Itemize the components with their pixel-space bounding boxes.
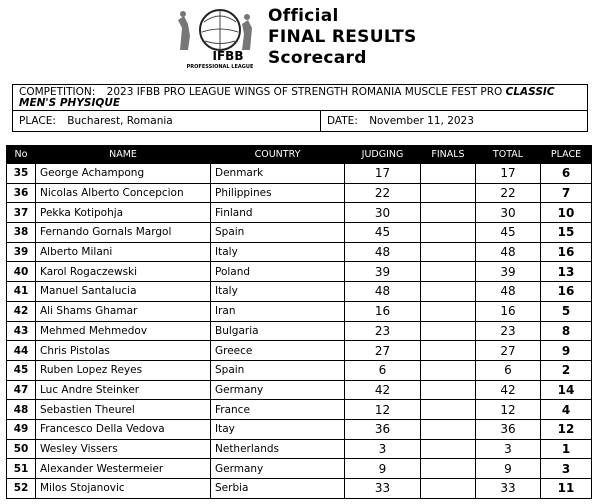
table-row (7, 164, 592, 184)
table-row (7, 360, 592, 380)
cell-total: 45 (476, 223, 541, 243)
results-table (6, 145, 592, 499)
cell-place: 6 (541, 164, 592, 184)
cell-name: Milos Stojanovic (36, 479, 211, 499)
cell-total: 16 (476, 301, 541, 321)
cell-no: 41 (7, 282, 36, 302)
cell-finals (421, 380, 476, 400)
cell-finals (421, 341, 476, 361)
cell-place: 11 (541, 479, 592, 499)
table-row (7, 459, 592, 479)
table-row (7, 400, 592, 420)
table-row (7, 262, 592, 282)
cell-total: 39 (476, 262, 541, 282)
header (0, 0, 597, 80)
cell-country: Germany (211, 459, 345, 479)
cell-place: 14 (541, 380, 592, 400)
scorecard-title (268, 6, 417, 69)
svg-text:IFBB: IFBB (212, 49, 244, 63)
cell-judging: 6 (345, 360, 421, 380)
table-row (7, 439, 592, 459)
cell-judging: 27 (345, 341, 421, 361)
cell-place: 9 (541, 341, 592, 361)
cell-no: 43 (7, 321, 36, 341)
cell-name: Luc Andre Steinker (36, 380, 211, 400)
cell-country: Iran (211, 301, 345, 321)
table-row (7, 479, 592, 499)
cell-total: 22 (476, 183, 541, 203)
cell-country: Serbia (211, 479, 345, 499)
cell-name: Sebastien Theurel (36, 400, 211, 420)
cell-total: 9 (476, 459, 541, 479)
header-finals: FINALS (421, 146, 476, 164)
header-judging: JUDGING (345, 146, 421, 164)
table-row (7, 282, 592, 302)
cell-no: 51 (7, 459, 36, 479)
cell-finals (421, 301, 476, 321)
competition-class: CLASSIC MEN'S PHYSIQUE (19, 86, 555, 109)
cell-name: Wesley Vissers (36, 439, 211, 459)
cell-no: 44 (7, 341, 36, 361)
cell-country: Denmark (211, 164, 345, 184)
date-label: DATE: (327, 115, 358, 127)
cell-total: 30 (476, 203, 541, 223)
cell-total: 33 (476, 479, 541, 499)
cell-judging: 3 (345, 439, 421, 459)
table-row (7, 419, 592, 439)
date-cell (321, 111, 587, 131)
cell-finals (421, 321, 476, 341)
cell-name: Ali Shams Ghamar (36, 301, 211, 321)
header-country: COUNTRY (211, 146, 345, 164)
cell-country: Poland (211, 262, 345, 282)
cell-place: 8 (541, 321, 592, 341)
cell-finals (421, 479, 476, 499)
results-body (7, 164, 592, 499)
date-value: November 11, 2023 (369, 115, 474, 127)
title-line-scorecard: Scorecard (268, 48, 367, 68)
cell-finals (421, 242, 476, 262)
cell-total: 48 (476, 242, 541, 262)
cell-total: 27 (476, 341, 541, 361)
cell-name: Ruben Lopez Reyes (36, 360, 211, 380)
competition-row (13, 85, 587, 111)
cell-judging: 17 (345, 164, 421, 184)
header-place: PLACE (541, 146, 592, 164)
cell-judging: 16 (345, 301, 421, 321)
cell-no: 40 (7, 262, 36, 282)
cell-judging: 30 (345, 203, 421, 223)
table-row (7, 341, 592, 361)
header-total: TOTAL (476, 146, 541, 164)
cell-no: 39 (7, 242, 36, 262)
cell-name: Fernando Gornals Margol (36, 223, 211, 243)
cell-country: Bulgaria (211, 321, 345, 341)
place-value: Bucharest, Romania (67, 115, 173, 127)
cell-country: Spain (211, 223, 345, 243)
cell-finals (421, 262, 476, 282)
cell-place: 10 (541, 203, 592, 223)
cell-country: Philippines (211, 183, 345, 203)
cell-judging: 48 (345, 242, 421, 262)
cell-total: 23 (476, 321, 541, 341)
cell-finals (421, 360, 476, 380)
cell-finals (421, 203, 476, 223)
header-no: No (7, 146, 36, 164)
cell-place: 2 (541, 360, 592, 380)
cell-country: Italy (211, 242, 345, 262)
cell-place: 5 (541, 301, 592, 321)
cell-judging: 23 (345, 321, 421, 341)
cell-place: 15 (541, 223, 592, 243)
table-row (7, 223, 592, 243)
cell-name: George Achampong (36, 164, 211, 184)
cell-country: France (211, 400, 345, 420)
cell-country: Greece (211, 341, 345, 361)
cell-place: 1 (541, 439, 592, 459)
cell-no: 45 (7, 360, 36, 380)
cell-no: 47 (7, 380, 36, 400)
table-row (7, 321, 592, 341)
cell-finals (421, 223, 476, 243)
cell-no: 42 (7, 301, 36, 321)
cell-total: 42 (476, 380, 541, 400)
cell-total: 17 (476, 164, 541, 184)
cell-place: 12 (541, 419, 592, 439)
cell-no: 35 (7, 164, 36, 184)
competition-value: 2023 IFBB PRO LEAGUE WINGS OF STRENGTH ROMANIA MUSCLE FEST PRO (106, 86, 503, 98)
cell-judging: 39 (345, 262, 421, 282)
cell-finals (421, 439, 476, 459)
cell-total: 48 (476, 282, 541, 302)
cell-no: 52 (7, 479, 36, 499)
cell-judging: 42 (345, 380, 421, 400)
place-cell (13, 111, 321, 131)
cell-finals (421, 419, 476, 439)
cell-judging: 36 (345, 419, 421, 439)
svg-text:PROFESSIONAL LEAGUE: PROFESSIONAL LEAGUE (186, 64, 254, 70)
competition-label: COMPETITION: (19, 86, 96, 98)
cell-name: Francesco Della Vedova (36, 419, 211, 439)
cell-judging: 45 (345, 223, 421, 243)
cell-judging: 12 (345, 400, 421, 420)
table-row (7, 380, 592, 400)
cell-country: Netherlands (211, 439, 345, 459)
cell-finals (421, 459, 476, 479)
cell-judging: 48 (345, 282, 421, 302)
cell-name: Pekka Kotipohja (36, 203, 211, 223)
cell-country: Spain (211, 360, 345, 380)
cell-place: 13 (541, 262, 592, 282)
cell-judging: 33 (345, 479, 421, 499)
cell-name: Alberto Milani (36, 242, 211, 262)
cell-place: 4 (541, 400, 592, 420)
cell-no: 37 (7, 203, 36, 223)
cell-place: 7 (541, 183, 592, 203)
cell-total: 3 (476, 439, 541, 459)
cell-name: Nicolas Alberto Concepcion (36, 183, 211, 203)
cell-country: Itay (211, 419, 345, 439)
cell-no: 48 (7, 400, 36, 420)
cell-finals (421, 400, 476, 420)
title-line-final-results: FINAL RESULTS (268, 27, 417, 47)
cell-no: 49 (7, 419, 36, 439)
cell-name: Chris Pistolas (36, 341, 211, 361)
cell-no: 36 (7, 183, 36, 203)
cell-country: Finland (211, 203, 345, 223)
cell-country: Italy (211, 282, 345, 302)
table-header-row (7, 146, 592, 164)
title-line-official: Official (268, 6, 339, 26)
cell-name: Karol Rogaczewski (36, 262, 211, 282)
cell-name: Mehmed Mehmedov (36, 321, 211, 341)
cell-no: 38 (7, 223, 36, 243)
cell-name: Manuel Santalucia (36, 282, 211, 302)
cell-total: 12 (476, 400, 541, 420)
cell-total: 6 (476, 360, 541, 380)
table-row (7, 242, 592, 262)
cell-country: Germany (211, 380, 345, 400)
table-row (7, 183, 592, 203)
header-name: NAME (36, 146, 211, 164)
ifbb-pro-league-logo (172, 6, 262, 70)
table-row (7, 203, 592, 223)
competition-info-box (12, 84, 588, 132)
table-row (7, 301, 592, 321)
cell-total: 36 (476, 419, 541, 439)
cell-place: 16 (541, 242, 592, 262)
cell-finals (421, 164, 476, 184)
cell-place: 16 (541, 282, 592, 302)
place-label: PLACE: (19, 115, 56, 127)
cell-finals (421, 282, 476, 302)
cell-judging: 9 (345, 459, 421, 479)
cell-judging: 22 (345, 183, 421, 203)
cell-finals (421, 183, 476, 203)
cell-place: 3 (541, 459, 592, 479)
cell-no: 50 (7, 439, 36, 459)
place-date-row (13, 111, 587, 131)
cell-name: Alexander Westermeier (36, 459, 211, 479)
